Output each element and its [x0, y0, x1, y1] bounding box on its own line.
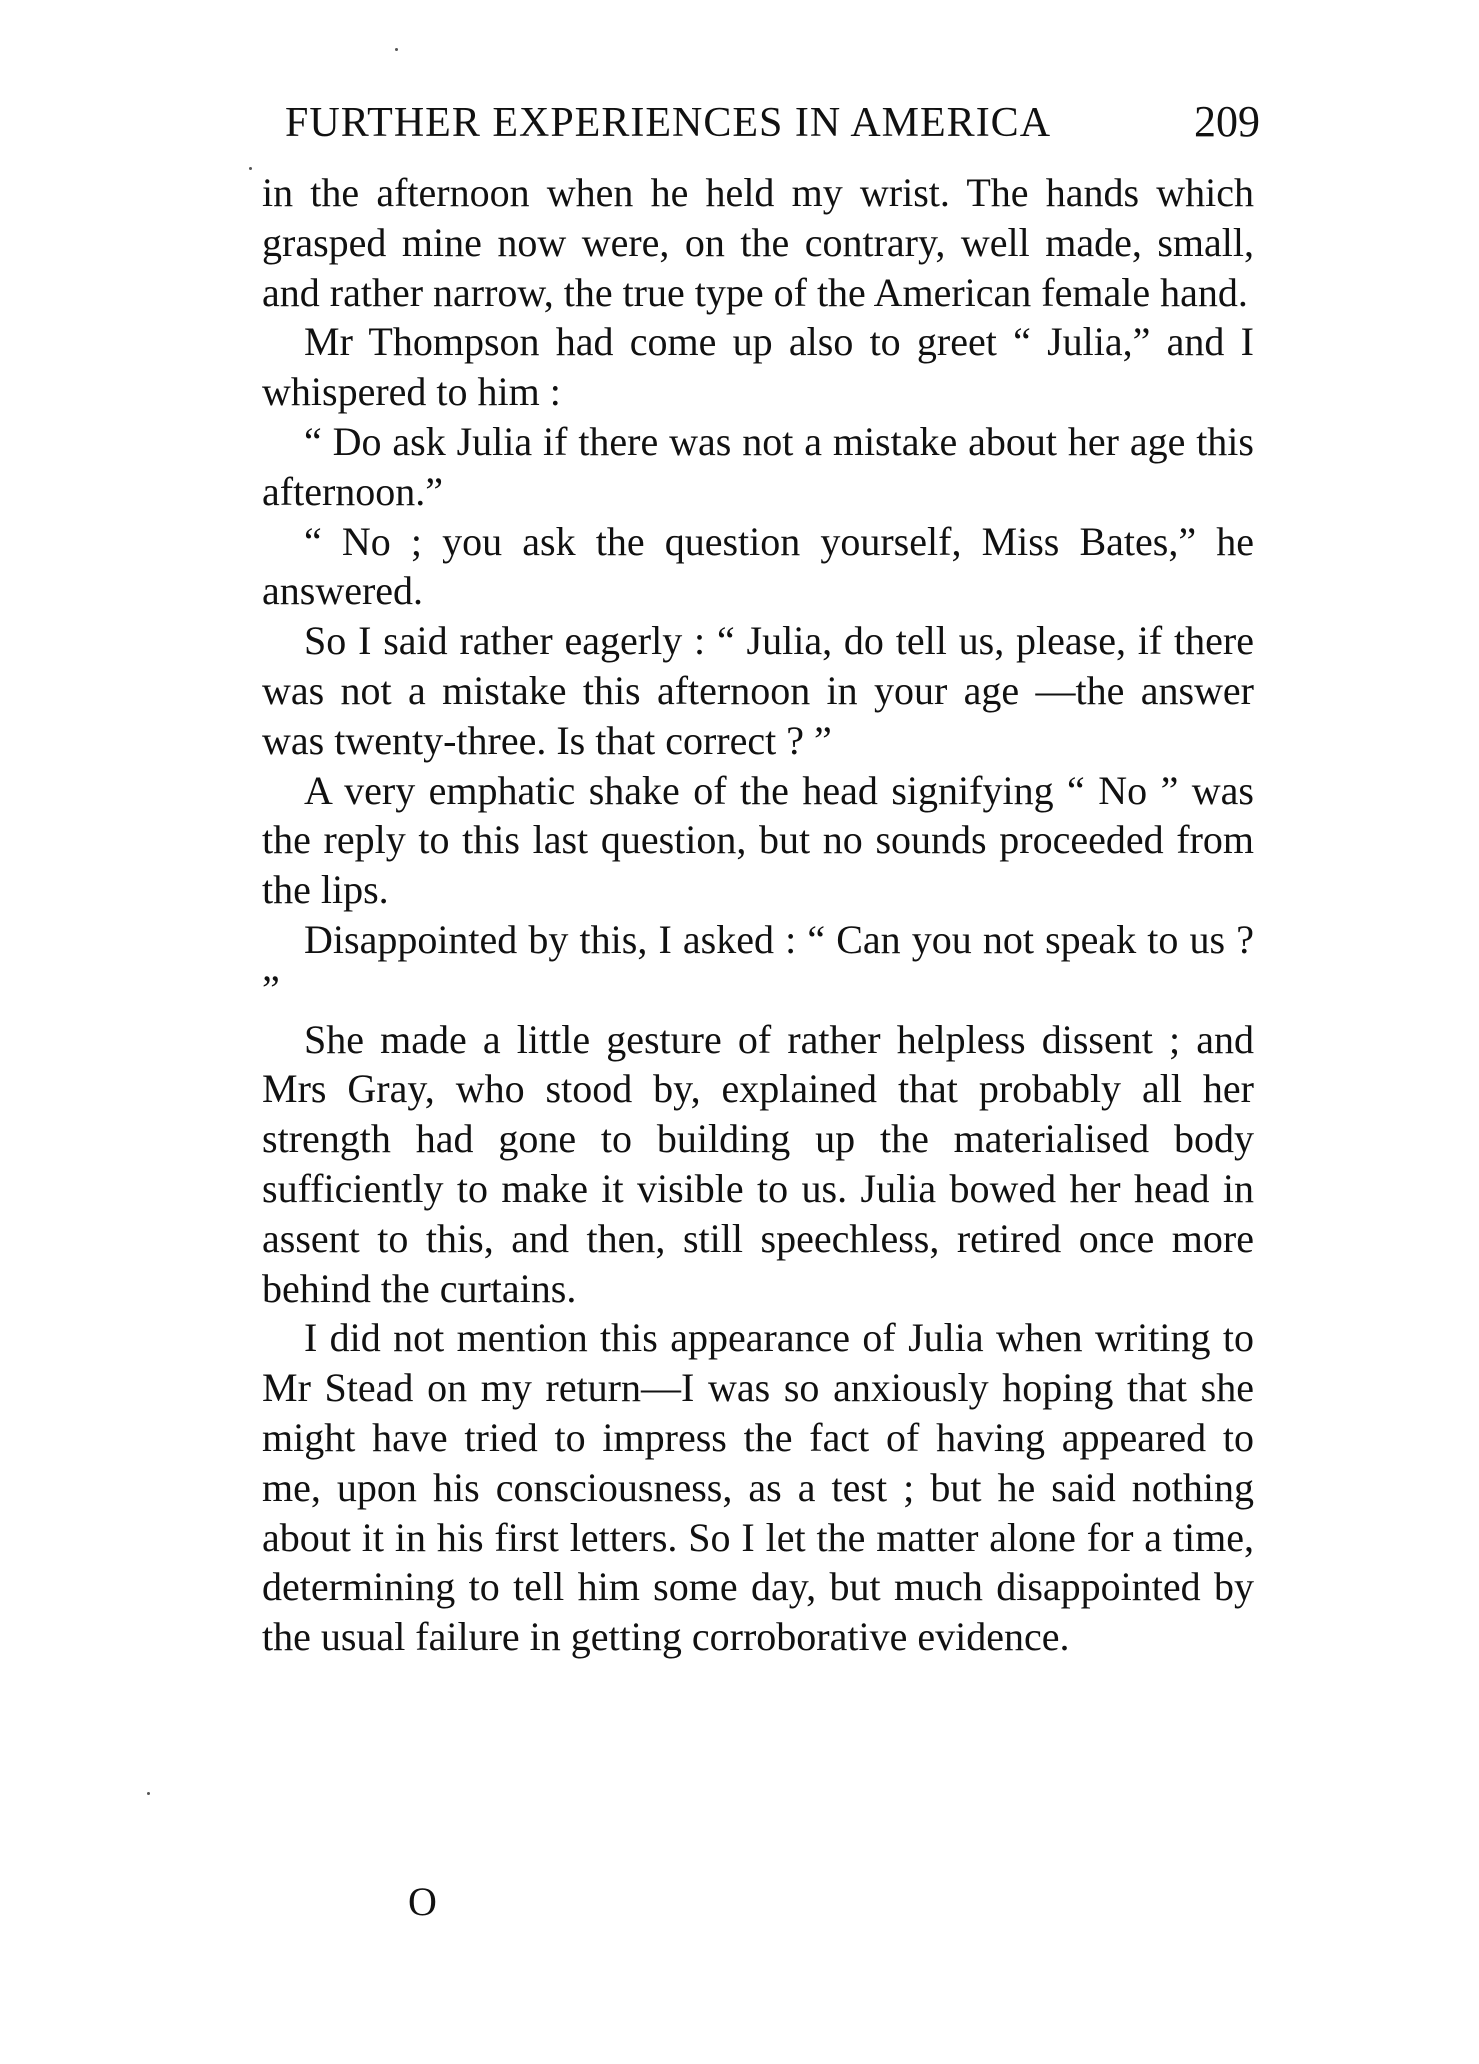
- running-title: FURTHER EXPERIENCES IN AMERICA: [285, 100, 1052, 146]
- paragraph: She made a little gesture of rather helpless dissent ; and Mrs Gray, who stood by, explained that probably all her strength had gone to building up the materialised body sufficiently to make it visible to us. Julia bowed her head in assent to this, and then, still speechless, retired once more behind the curtains.: [262, 1016, 1254, 1311]
- ink-speck: [249, 167, 252, 170]
- paragraph: I did not mention this appearance of Julia when writing to Mr Stead on my return—I was so anxiously hoping that she might have tried to impress the fact of having appeared to me, upon his consciousness, as a test ; but he said nothing about it in his first letters. So I let the matter alone for a time, determining to tell him some day, but much disappointed by the usual failure in getting corroborative evidence.: [262, 1315, 1254, 1660]
- paragraph: “ No ; you ask the question yourself, Miss Bates,” he answered.: [262, 518, 1254, 614]
- paragraph: A very emphatic shake of the head signifying “ No ” was the reply to this last question, but no sounds proceeded from the lips.: [262, 767, 1254, 913]
- paragraph: in the afternoon when he held my wrist. The hands which grasped mine now were, on the contrary, well made, small, and rather narrow, the true type of the American female hand.: [262, 170, 1254, 315]
- running-header: [285, 96, 1260, 149]
- signature-mark: O: [408, 1879, 437, 1924]
- paragraph: Mr Thompson had come up also to greet “ Julia,” and I whispered to him :: [262, 319, 1254, 415]
- body-text: [262, 168, 1254, 1662]
- paragraph: “ Do ask Julia if there was not a mistake about her age this afternoon.”: [262, 418, 1254, 514]
- page-number: 209: [1194, 97, 1260, 146]
- ink-speck: [395, 48, 398, 51]
- paragraph: So I said rather eagerly : “ Julia, do tell us, please, if there was not a mistake this afternoon in your age —the answer was twenty-three. Is that correct ? ”: [262, 618, 1254, 763]
- paragraph: Disappointed by this, I asked : “ Can you not speak to us ? ”: [262, 916, 1254, 1012]
- ink-speck: [147, 1792, 150, 1795]
